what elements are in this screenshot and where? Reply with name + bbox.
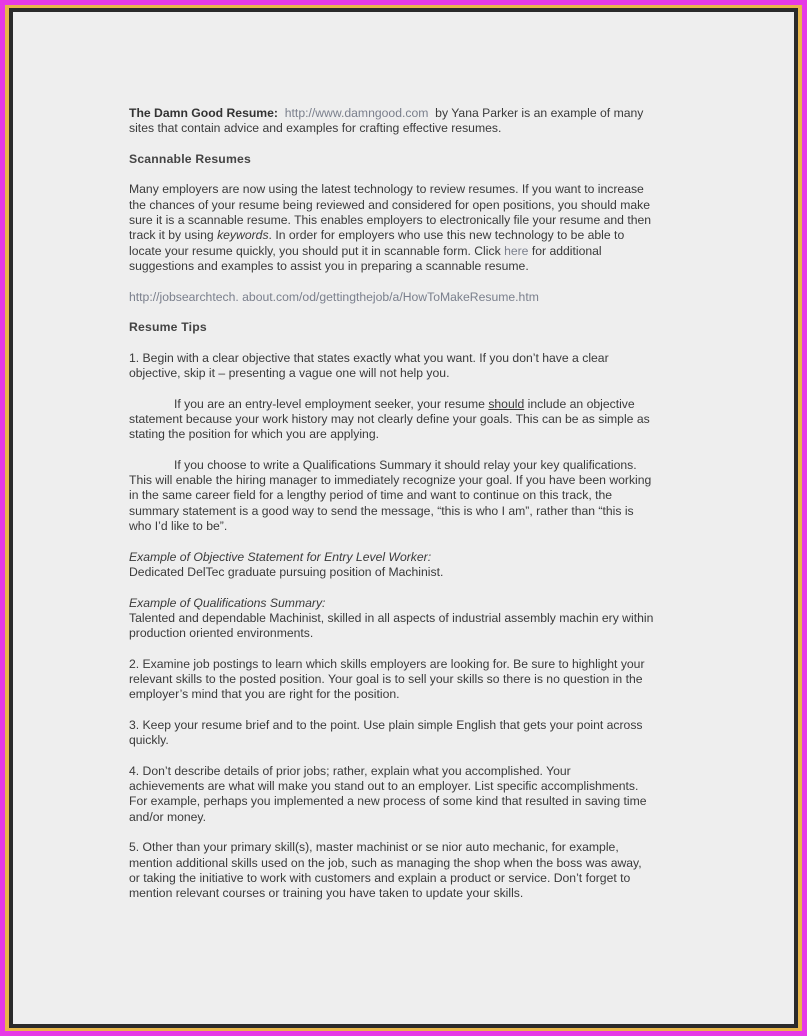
tip-5-line-3: or taking the initiative to work with customers and explain a product or service. Don’t forget to — [129, 870, 631, 885]
scannable-heading: Scannable Resumes — [129, 151, 251, 166]
example-2-line-2: production oriented environments. — [129, 626, 314, 641]
scannable-line-2: the chances of your resume being reviewed and considered for open positions, you should make — [129, 197, 650, 212]
example-2-line-1: Talented and dependable Machinist, skilled in all aspects of industrial assembly machin ery within — [129, 610, 654, 625]
tip-4-line-3: For example, perhaps you implemented a new process of some kind that resulted in saving time — [129, 794, 647, 809]
tip-5-line-4: mention relevant courses or training you have taken to update your skills. — [129, 886, 524, 901]
scannable-line-6: suggestions and examples to assist you in preparing a scannable resume. — [129, 258, 529, 273]
should-text: should — [488, 396, 525, 411]
intro-line-1 — [129, 106, 689, 121]
intro-line-2: sites that contain advice and examples for crafting effective resumes. — [129, 121, 502, 136]
example-1-text: Dedicated DelTec graduate pursuing position of Machinist. — [129, 564, 444, 579]
tip-2-line-1: 2. Examine job postings to learn which skills employers are looking for. Be sure to highlight your — [129, 656, 645, 671]
qualifications-line-5: who I’d like to be”. — [129, 519, 228, 534]
tip-4-line-2: achievements are what will make you stand out to an employer. List specific accomplishments. — [129, 779, 639, 794]
jobsearchtech-link[interactable]: http://jobsearchtech. about.com/od/gettingthejob/a/HowToMakeResume.htm — [129, 289, 539, 304]
intro-author: by Yana Parker is an example of many — [435, 106, 644, 120]
document-page — [13, 12, 794, 1024]
tip-3-line-2: quickly. — [129, 733, 169, 748]
resume-tips-heading: Resume Tips — [129, 320, 207, 335]
keywords-text: keywords — [217, 228, 269, 243]
qualifications-line-1: If you choose to write a Qualifications Summary it should relay your key qualifications. — [174, 457, 637, 472]
scannable-line-4c: . In order for employers who use this new technology to be able to — [268, 228, 625, 243]
example-2-label: Example of Qualifications Summary: — [129, 595, 326, 610]
damngood-link[interactable]: http://www.damngood.com — [284, 106, 429, 120]
tip-1-line-2: objective, skip it – presenting a vague one will not help you. — [129, 366, 450, 381]
tip-5-line-1: 5. Other than your primary skill(s), master machinist or se nior auto mechanic, for example, — [129, 840, 619, 855]
here-link[interactable]: here — [504, 243, 529, 258]
tip-4-line-1: 4. Don’t describe details of prior jobs; rather, explain what you accomplished. Your — [129, 763, 571, 778]
intro-title: The Damn Good Resume: — [129, 106, 278, 120]
entry-level-1b: include an objective — [524, 396, 635, 411]
scannable-line-4a: track it by using — [129, 228, 218, 243]
tip-2-line-3: employer’s mind that you are right for the position. — [129, 687, 400, 702]
document-body — [129, 106, 689, 901]
entry-level-line-2: statement because your work history may not clearly define your goals. This can be as simple as — [129, 411, 650, 426]
scannable-line-5 — [129, 244, 689, 259]
qualifications-line-2: This will enable the hiring manager to immediately recognize your goal. If you have been working — [129, 473, 652, 488]
qualifications-line-3: in the same career field for a lengthy period of time and want to continue on this track, the — [129, 488, 613, 503]
tip-5-line-2: mention additional skills used on the job, such as managing the shop when the boss was away, — [129, 855, 642, 870]
tip-4-line-4: and/or money. — [129, 809, 207, 824]
scannable-line-5a: locate your resume quickly, you should put it in scannable form. Click — [129, 243, 505, 258]
scannable-line-3: sure it is a scannable resume. This enables employers to electronically file your resume and then — [129, 213, 652, 228]
entry-level-line-3: stating the position for which you are applying. — [129, 427, 379, 442]
tip-2-line-2: relevant skills to the posted position. Your goal is to sell your skills so there is no question in the — [129, 671, 643, 686]
qualifications-line-4: summary statement is a good way to send the message, “this is who I am”, rather than “this is — [129, 503, 634, 518]
example-1-label: Example of Objective Statement for Entry Level Worker: — [129, 549, 432, 564]
scannable-line-5c: for additional — [528, 243, 602, 258]
tip-3-line-1: 3. Keep your resume brief and to the point. Use plain simple English that gets your point across — [129, 717, 643, 732]
entry-level-line-1 — [129, 397, 689, 412]
scannable-line-4 — [129, 228, 689, 243]
scannable-line-1: Many employers are now using the latest technology to review resumes. If you want to increase — [129, 182, 644, 197]
tip-1-line-1: 1. Begin with a clear objective that states exactly what you want. If you don’t have a clear — [129, 350, 609, 365]
entry-level-1a: If you are an entry-level employment seeker, your resume — [174, 396, 489, 411]
